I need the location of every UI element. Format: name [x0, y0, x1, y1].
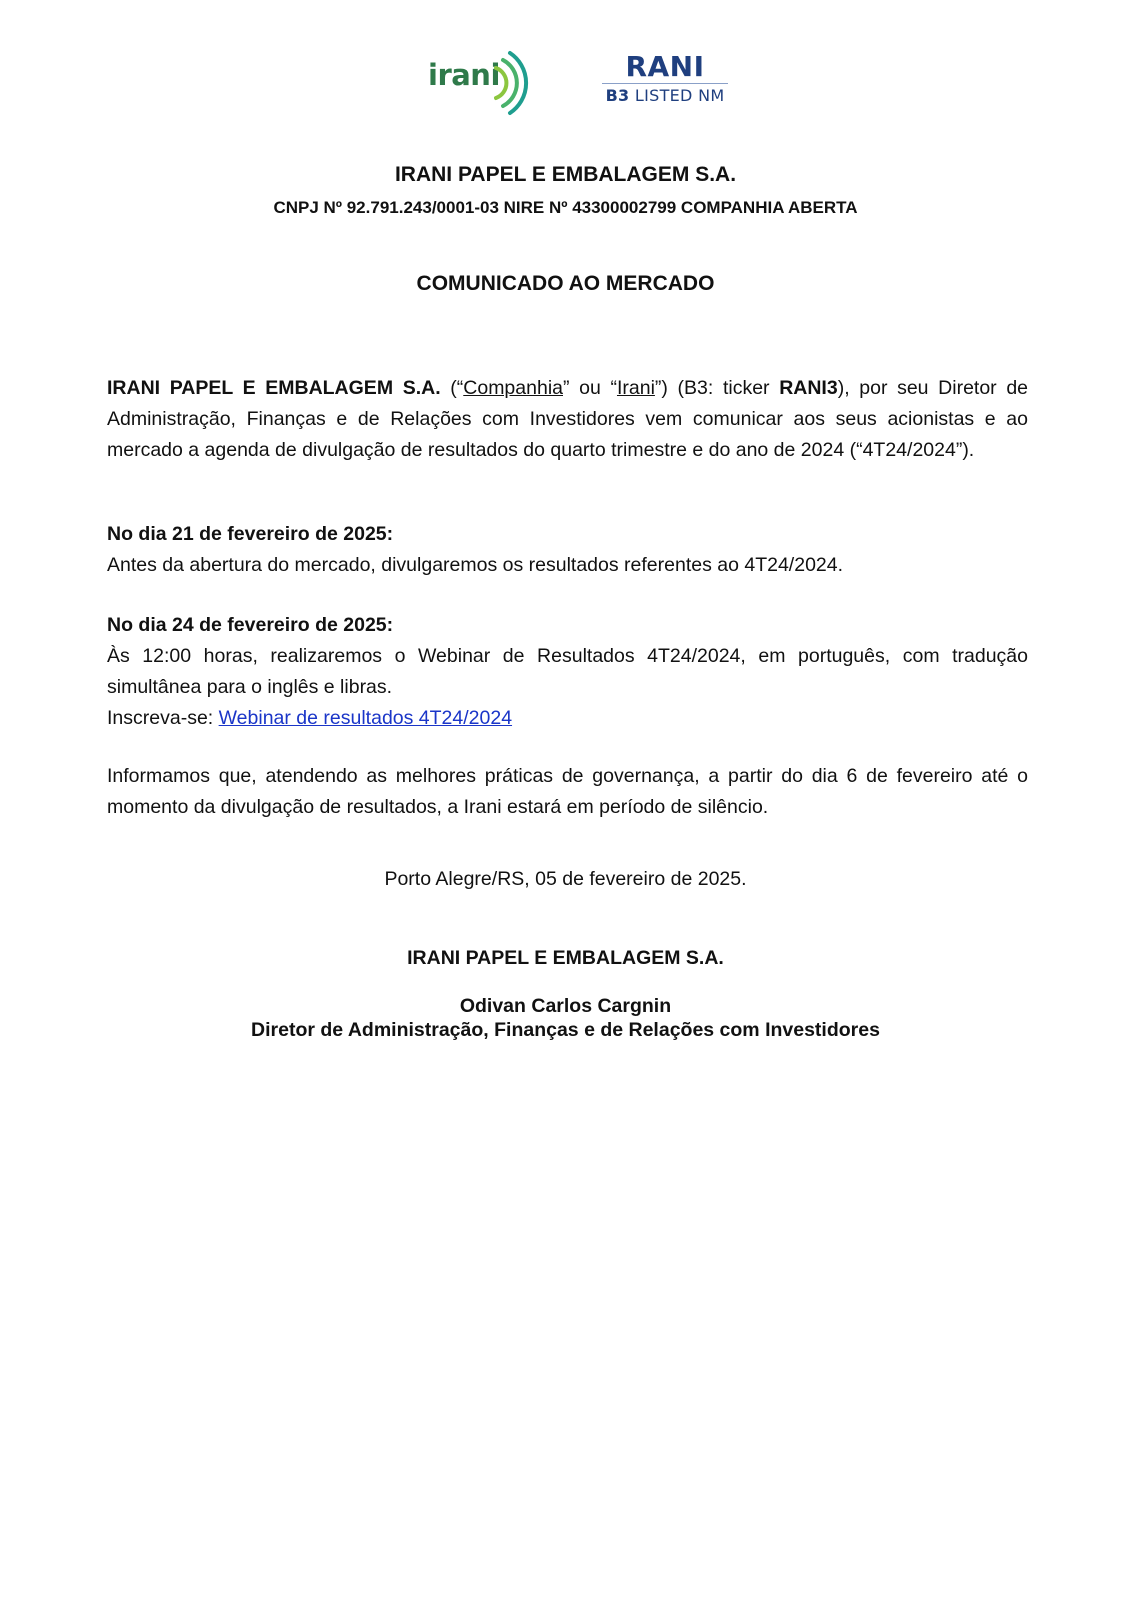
alias-companhia: Companhia [463, 377, 563, 399]
schedule-item [107, 610, 1028, 734]
sound-waves-icon [490, 50, 534, 116]
intro-paragraph [107, 373, 1028, 466]
schedule-date-heading: No dia 21 de fevereiro de 2025: [107, 523, 394, 545]
listing-b3: B3 [605, 86, 630, 105]
intro-text-3: ”) (B3: ticker [654, 377, 780, 399]
signer-title: Diretor de Administração, Finanças e de Relações com Investidores [251, 1019, 880, 1041]
signup-line [107, 703, 1028, 734]
signature-company: IRANI PAPEL E EMBALAGEM S.A. [407, 947, 724, 969]
intro-text-2: ” ou “ [563, 377, 617, 399]
intro-company-name: IRANI PAPEL E EMBALAGEM S.A. [107, 377, 441, 399]
signer-name: Odivan Carlos Cargnin [459, 995, 672, 1017]
place-and-date: Porto Alegre/RS, 05 de fevereiro de 2025. [384, 868, 747, 890]
intro-text-4: ), por seu Diretor de Administração, Finanças e de Relações com Investidores vem comunicar aos seus acionistas e ao mercado a agenda de divulgação de resultados do quarto trimestre e do ano de 2024 (“4T24/2024”). [107, 377, 1029, 461]
intro-text-1: (“ [440, 377, 464, 399]
alias-irani: Irani [616, 377, 655, 399]
schedule-date-heading: No dia 24 de fevereiro de 2025: [107, 614, 394, 636]
schedule-description: Antes da abertura do mercado, divulgaremos os resultados referentes ao 4T24/2024. [107, 554, 844, 576]
rani-ticker-mark: RANI [625, 50, 705, 83]
signup-label: Inscreva-se: [107, 707, 219, 729]
listing-segment [598, 86, 732, 106]
silence-period-notice: Informamos que, atendendo as melhores práticas de governança, a partir do dia 6 de fevereiro até o momento da divulgação de resultados, a Irani estará em período de silêncio. [107, 765, 1028, 818]
document-title: COMUNICADO AO MERCADO [416, 272, 715, 295]
listing-segment-name: LISTED NM [629, 86, 725, 105]
irani-logo-wordmark: irani [428, 58, 500, 92]
signature-block [0, 994, 1131, 1042]
b3-listing-logo [598, 52, 732, 112]
schedule-description: Às 12:00 horas, realizaremos o Webinar de Resultados 4T24/2024, em português, com tradução simultânea para o inglês e libras. [107, 645, 1028, 698]
company-registry-line: CNPJ Nº 92.791.243/0001-03 NIRE Nº 43300002799 COMPANHIA ABERTA [273, 198, 858, 217]
logo-divider [602, 83, 728, 84]
schedule-item [107, 519, 1028, 581]
company-name-heading: IRANI PAPEL E EMBALAGEM S.A. [394, 163, 737, 186]
webinar-signup-link[interactable]: Webinar de resultados 4T24/2024 [218, 707, 513, 729]
logo-bar [0, 46, 1131, 118]
ticker-symbol: RANI3 [779, 377, 838, 399]
irani-logo [428, 50, 538, 116]
